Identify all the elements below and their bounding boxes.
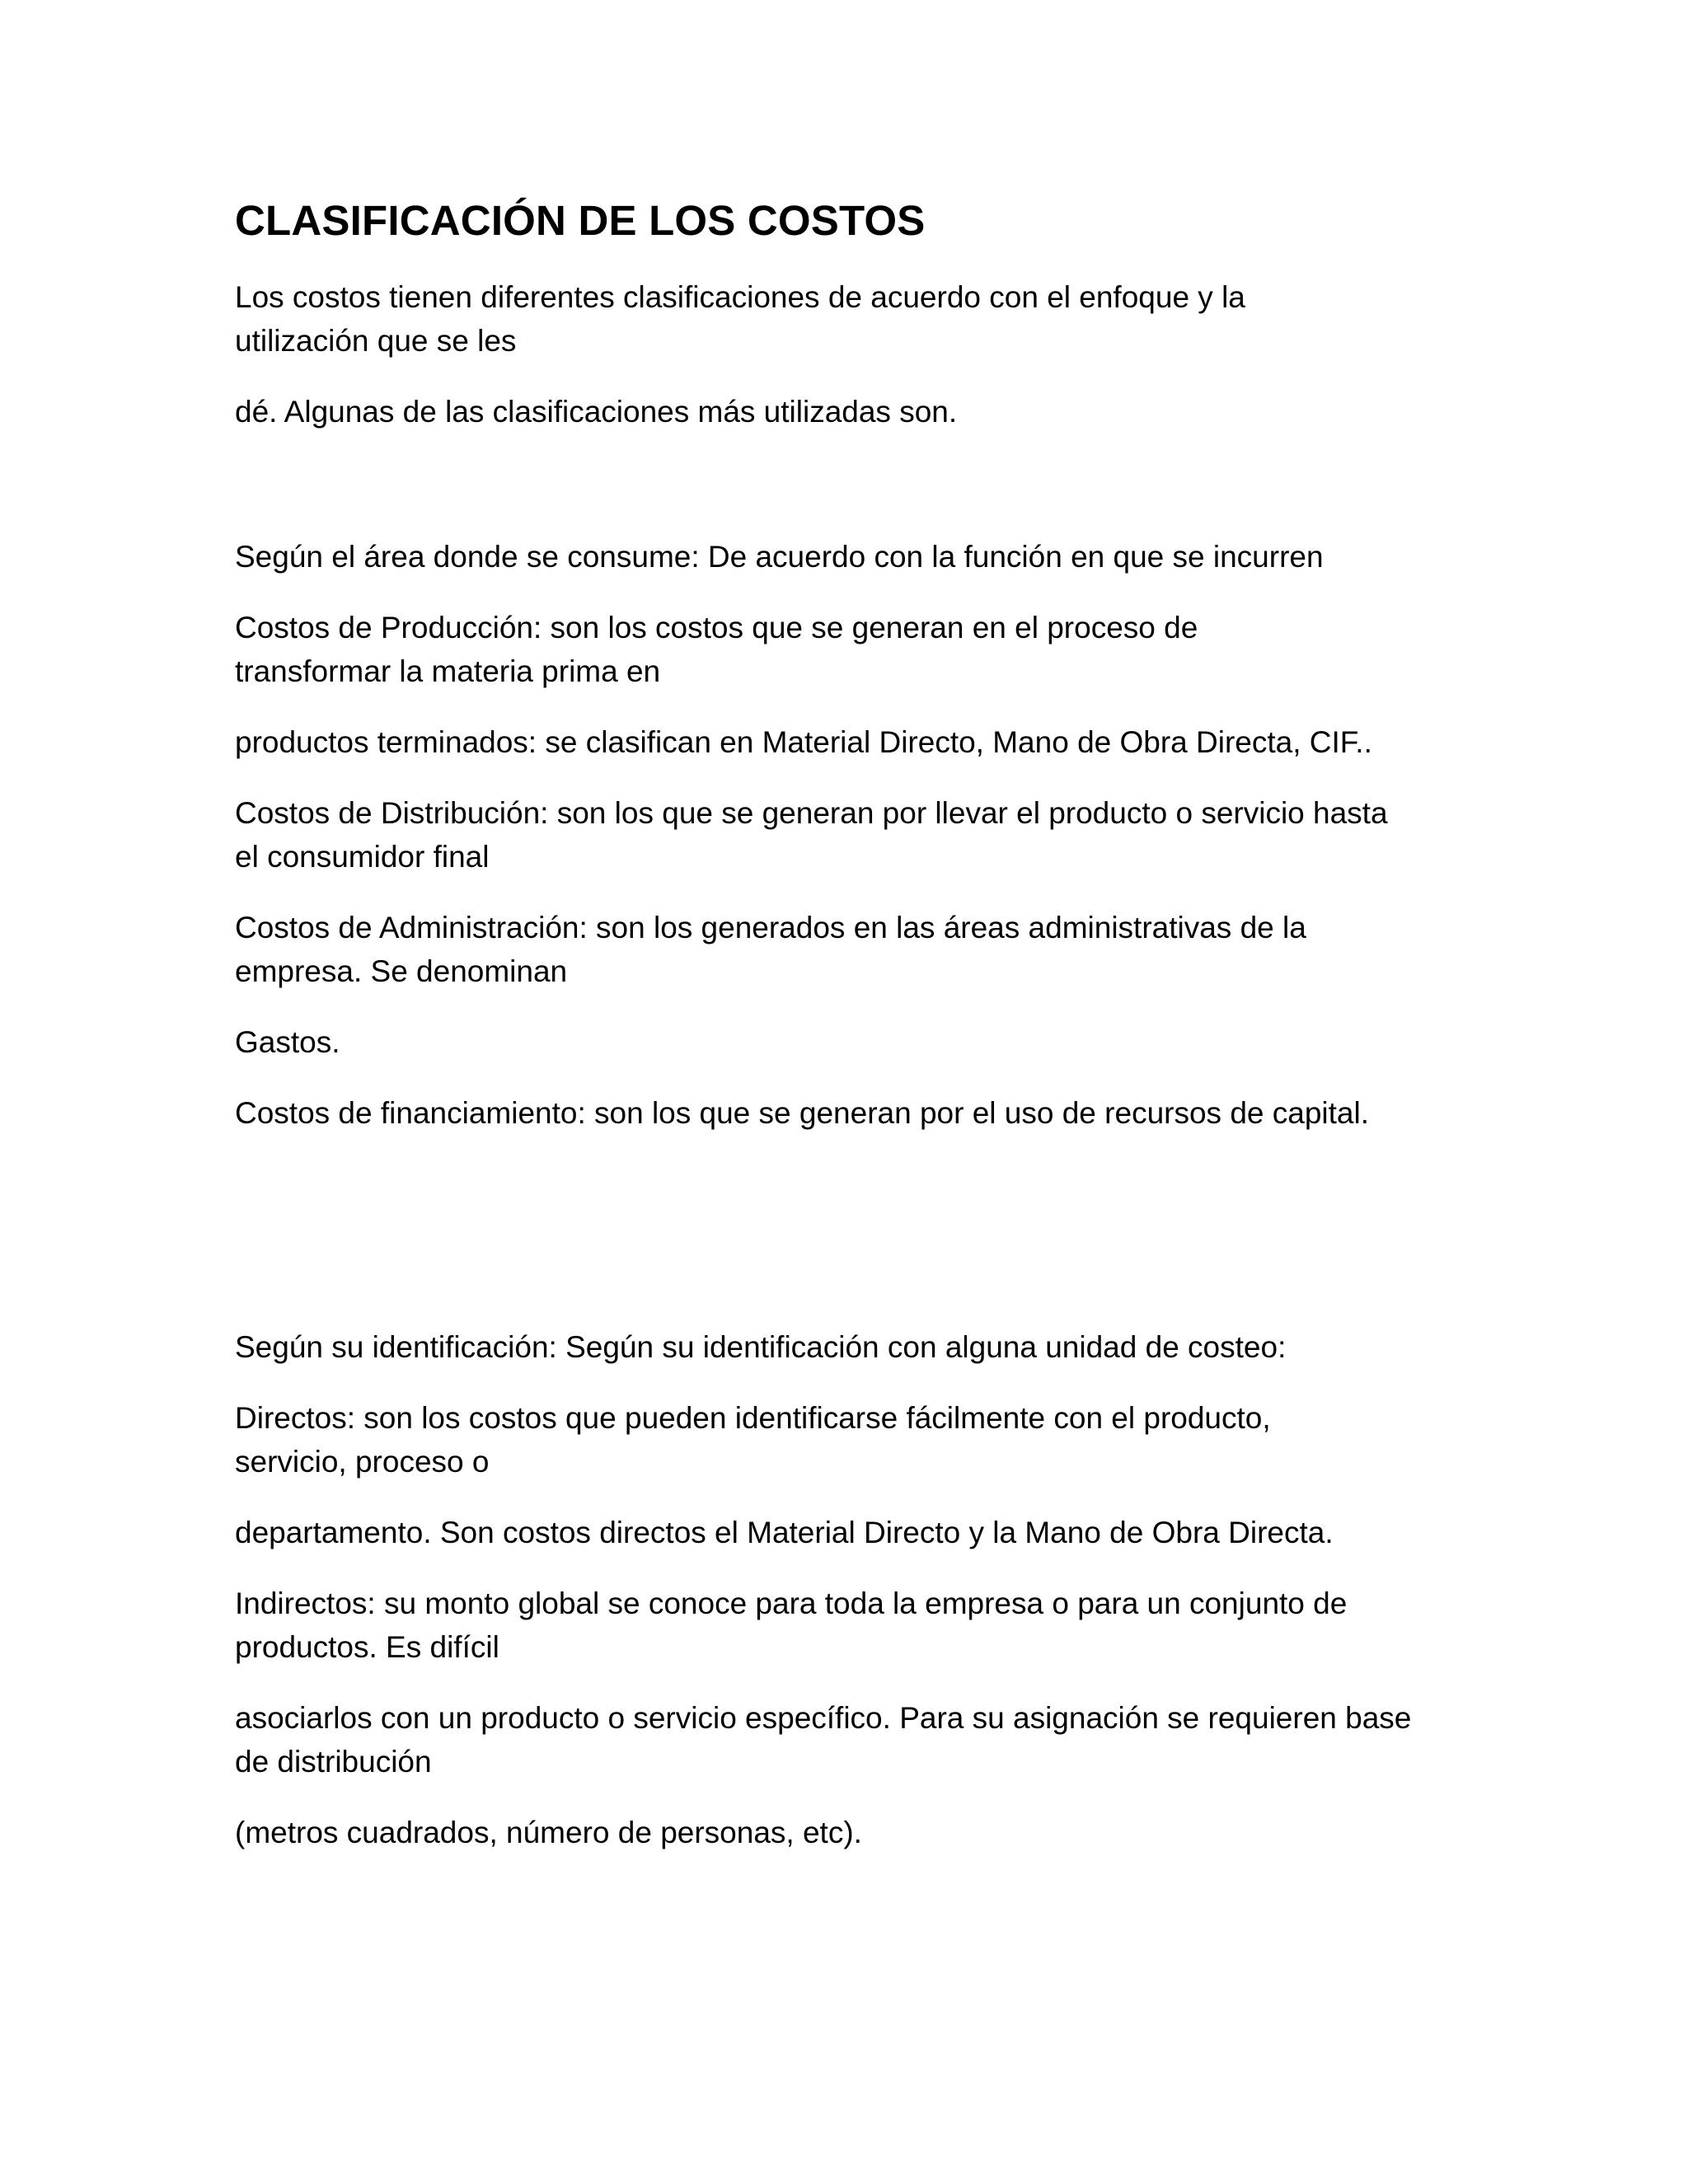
document-body (235, 196, 1455, 1882)
indirectos-paragraph: Indirectos: su monto global se conoce para toda la empresa o para un conjunto de productos. Es difícil (235, 1586, 1348, 1664)
distribucion-paragraph: Costos de Distribución: son los que se generan por llevar el producto o servicio hasta el consumidor final (235, 796, 1388, 874)
identificacion-heading: Según su identificación: Según su identificación con alguna unidad de costeo: (235, 1330, 1287, 1364)
produccion-continuation: productos terminados: se clasifican en Material Directo, Mano de Obra Directa, CIF.. (235, 725, 1372, 759)
section-spacer (235, 1162, 1455, 1325)
intro-paragraph-2: dé. Algunas de las clasificaciones más utilizadas son. (235, 395, 958, 429)
section-spacer (235, 461, 1455, 535)
document-title: CLASIFICACIÓN DE LOS COSTOS (235, 197, 926, 244)
indirectos-continuation: asociarlos con un producto o servicio específico. Para su asignación se requieren base de distribución (235, 1701, 1412, 1779)
gastos-paragraph: Gastos. (235, 1025, 340, 1059)
directos-paragraph: Directos: son los costos que pueden identificarse fácilmente con el producto, servicio, proceso o (235, 1401, 1271, 1479)
financiamiento-paragraph: Costos de financiamiento: son los que se generan por el uso de recursos de capital. (235, 1096, 1369, 1130)
produccion-paragraph: Costos de Producción: son los costos que se generan en el proceso de transformar la materia prima en (235, 611, 1198, 688)
intro-paragraph-1: Los costos tienen diferentes clasificaciones de acuerdo con el enfoque y la utilización que se les (235, 280, 1245, 358)
area-heading: Según el área donde se consume: De acuerdo con la función en que se incurren (235, 540, 1324, 574)
directos-continuation: departamento. Son costos directos el Material Directo y la Mano de Obra Directa. (235, 1516, 1334, 1549)
administracion-paragraph: Costos de Administración: son los generados en las áreas administrativas de la empresa. Se denominan (235, 911, 1306, 988)
indirectos-examples: (metros cuadrados, número de personas, etc). (235, 1816, 862, 1849)
